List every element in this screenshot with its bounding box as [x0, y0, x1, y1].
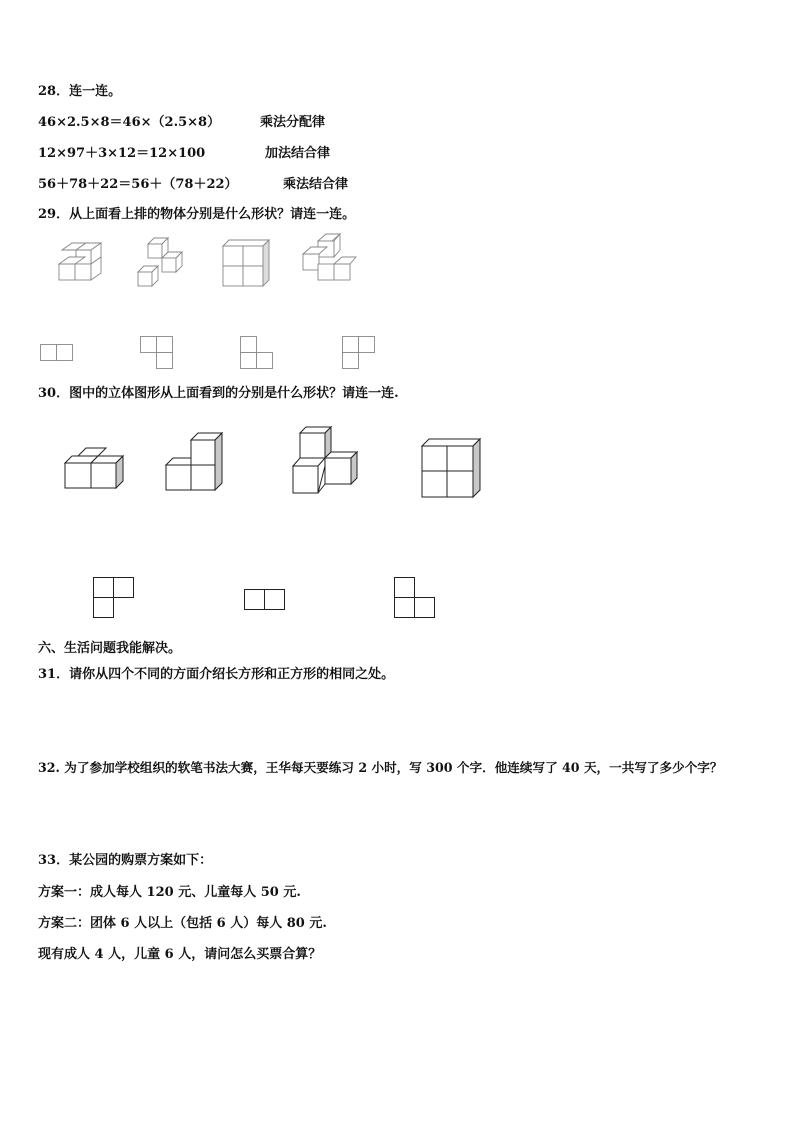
- q33-question: 现有成人 4 人，儿童 6 人，请问怎么买票合算？: [38, 947, 322, 962]
- q29-solid-2-icon: [136, 238, 190, 290]
- q29-view-1-icon: [40, 344, 76, 364]
- q33-plan1: 方案一：成人每人 120 元、儿童每人 50 元.: [38, 885, 301, 900]
- q29-view-3-icon: [240, 336, 276, 372]
- q31-text: 31．请你从四个不同的方面介绍长方形和正方形的相同之处。: [38, 667, 395, 682]
- q30-solid-2-icon: [165, 432, 227, 494]
- q30-view-3-icon: [394, 577, 438, 621]
- q29-solid-4-icon: [300, 234, 356, 288]
- q28-law-1: 乘法分配律: [260, 115, 326, 130]
- q28-expr-3: 56＋78＋22＝56＋（78＋22）: [38, 177, 238, 192]
- q28-expr-2: 12×97＋3×12＝12×100: [38, 146, 206, 161]
- q30-title: 30．图中的立体图形从上面看到的分别是什么形状？请连一连.: [38, 386, 399, 401]
- q30-solid-1-icon: [64, 446, 128, 492]
- q28-law-2: 加法结合律: [265, 146, 331, 161]
- section6-title: 六、生活问题我能解决。: [38, 641, 182, 656]
- q30-view-2-icon: [244, 589, 288, 613]
- q29-solid-3-icon: [220, 240, 272, 288]
- q30-solid-3-icon: [292, 426, 362, 498]
- q28-law-3: 乘法结合律: [283, 177, 349, 192]
- q28-title: 28．连一连。: [38, 84, 122, 99]
- q33-plan2: 方案二：团体 6 人以上（包括 6 人）每人 80 元.: [38, 916, 327, 931]
- q28-expr-1: 46×2.5×8＝46×（2.5×8）: [38, 115, 221, 130]
- q32-text: 32. 为了参加学校组织的软笔书法大赛，王华每天要练习 2 小时，写 300 个字．他连续写了 40 天，一共写了多少个字？: [38, 760, 723, 775]
- q29-view-2-icon: [140, 336, 176, 372]
- q29-view-4-icon: [342, 336, 378, 372]
- q29-title: 29．从上面看上排的物体分别是什么形状？请连一连。: [38, 207, 356, 222]
- q33-title: 33．某公园的购票方案如下：: [38, 853, 213, 868]
- q29-solid-1-icon: [55, 243, 105, 287]
- q30-solid-4-icon: [421, 438, 483, 500]
- q30-view-1-icon: [93, 577, 137, 621]
